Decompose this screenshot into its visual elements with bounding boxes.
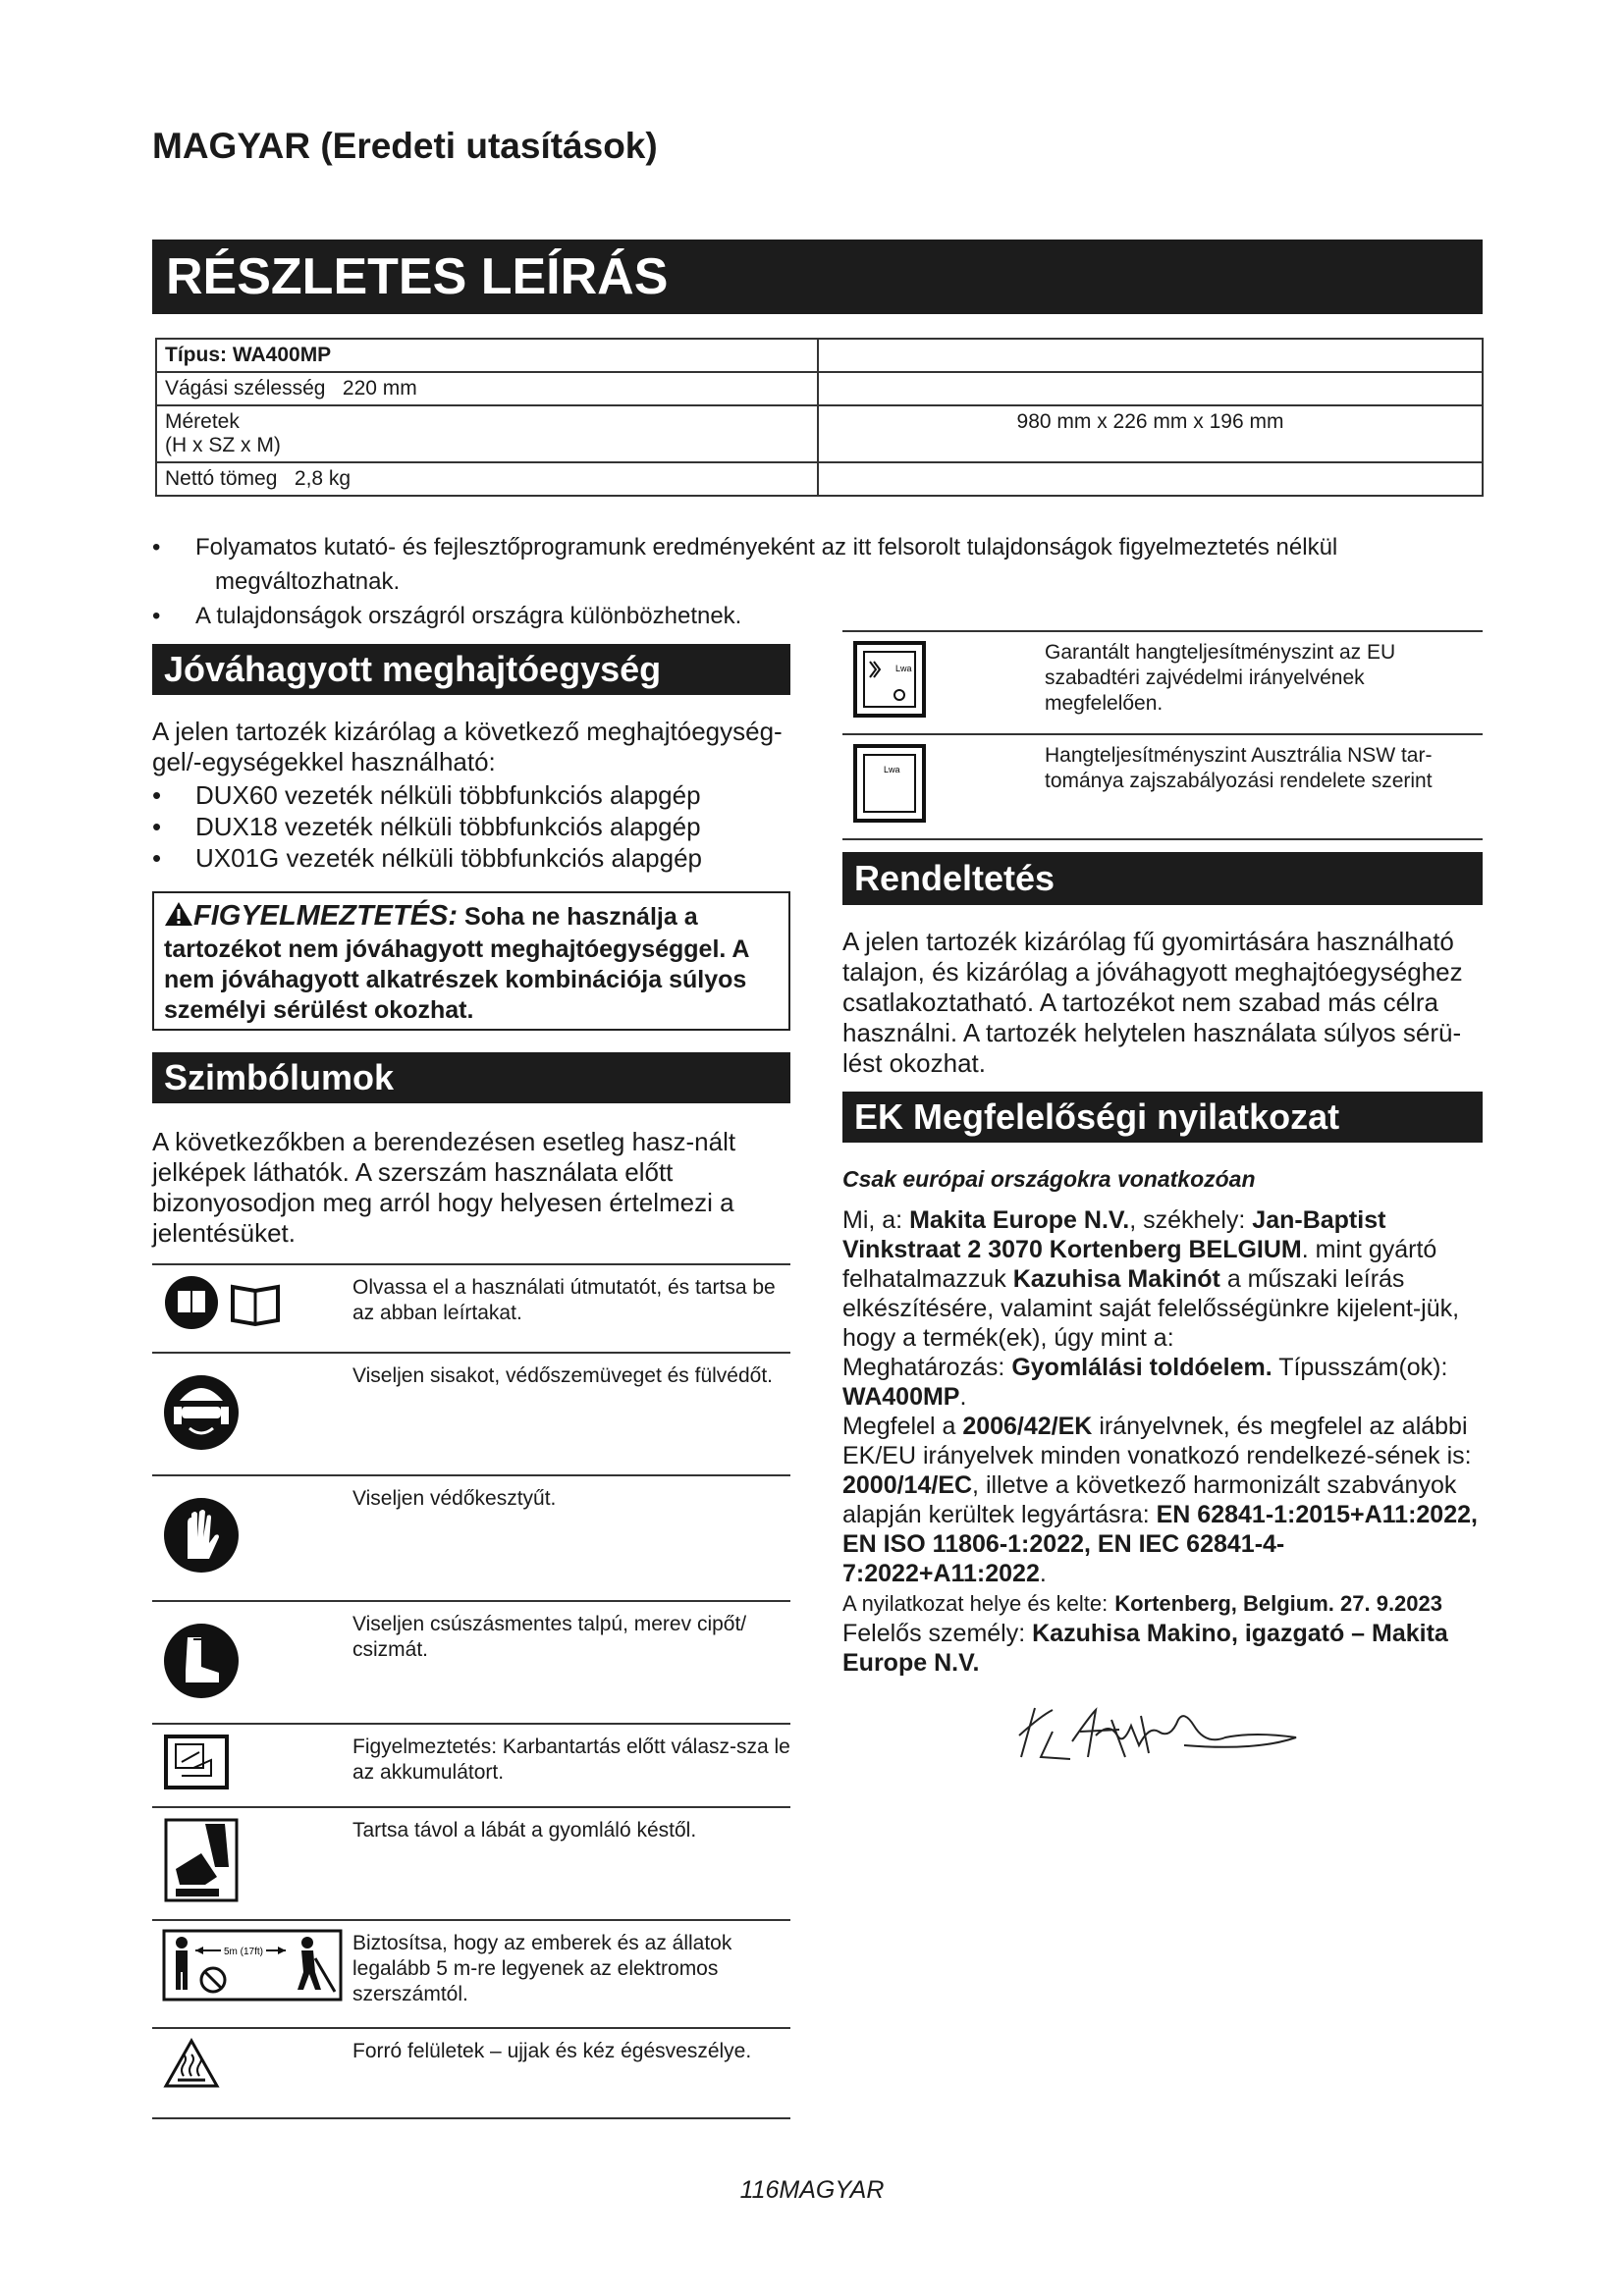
specifications-table <box>155 338 1484 497</box>
warning-text: Soha ne használja a tartozékot nem jóváhagyott meghajtóegységgel. A nem jóváhagyott alkatrészek kombinációja súlyos személyi sérülést okozhat. <box>164 903 749 1025</box>
keep-distance-icon <box>152 1920 352 2028</box>
symbol-text: Biztosítsa, hogy az emberek és az állatok legalább 5 m-re legyenek az elektromos szerszámtól. <box>352 1920 790 2028</box>
responsible-person: Kazuhisa Makino, igazgató – Makita Europe N.V. <box>842 1620 1448 1677</box>
company-name: Makita Europe N.V. <box>909 1206 1130 1234</box>
symbol-text: Tartsa távol a lábát a gyomláló késtől. <box>352 1807 790 1920</box>
warning-triangle-icon <box>164 901 193 934</box>
approved-intro: A jelen tartozék kizárólag a következő meghajtóegység-gel/-egységekkel használható: <box>152 717 783 776</box>
symbol-text: Forró felületek – ujjak és kéz égésveszélye. <box>352 2028 790 2118</box>
noise-text: Hangteljesítményszint Ausztrália NSW tar-tománya zajszabályozási rendelete szerint <box>1045 734 1483 839</box>
symbol-text: Figyelmeztetés: Karbantartás előtt válasz-sza le az akkumulátort. <box>352 1724 790 1807</box>
symbols-table <box>152 1263 790 2119</box>
symbol-text: Viseljen védőkesztyűt. <box>352 1475 790 1601</box>
symbols-title: Szimbólumok <box>152 1052 790 1103</box>
list-item: • UX01G vezeték nélküli többfunkciós alapgép <box>152 842 800 874</box>
declaration-place-date: Kortenberg, Belgium. 27. 9.2023 <box>1114 1591 1442 1616</box>
authorized-person: Kazuhisa Makinót <box>1012 1265 1220 1293</box>
spec-note: • Folyamatos kutató- és fejlesztőprogramunk eredményeként az itt felsorolt tulajdonságok figyelmeztetés nélkül megváltozhatnak. <box>152 530 1488 599</box>
distance-label: 5m (17ft) <box>223 1947 264 1957</box>
read-manual-icon <box>152 1264 352 1353</box>
noise-symbols-table <box>842 630 1483 840</box>
page-number: 116MAGYAR <box>739 2176 885 2204</box>
keep-feet-away-icon <box>152 1807 352 1920</box>
warning-label: FIGYELMEZTETÉS: <box>193 900 459 932</box>
approved-unit-list <box>152 779 800 874</box>
hot-surface-icon <box>152 2028 352 2118</box>
symbol-text: Olvassa el a használati útmutatót, és tartsa be az abban leírtakat. <box>352 1264 790 1353</box>
list-item: • DUX18 vezeték nélküli többfunkciós alapgép <box>152 811 800 842</box>
company-address: Jan-Baptist Vinkstraat 2 3070 Kortenberg BELGIUM <box>842 1206 1386 1263</box>
dimensions-label: Méretek (H x SZ x M) <box>156 405 818 462</box>
type-label: Típus: WA400MP <box>156 339 818 372</box>
signature <box>1001 1696 1316 1780</box>
noise-text: Garantált hangteljesítményszint az EU szabadtéri zajvédelmi irányelvének megfelelően. <box>1045 631 1483 734</box>
lwa-label: Lwa <box>895 664 912 673</box>
specifications-banner: RÉSZLETES LEÍRÁS <box>152 240 1483 314</box>
intended-use-text: A jelen tartozék kizárólag fű gyomirtására használható talajon, és kizárólag a jóváhagyott meghajtóegységhez csatlakoztatható. A tartozékot nem szabad más célra használni. A tartozék helytelen használata súlyos sérü-lést okozhat. <box>842 927 1463 1078</box>
gloves-icon <box>152 1475 352 1601</box>
dimensions-value: 980 mm x 226 mm x 196 mm <box>818 405 1483 462</box>
spec-note: • A tulajdonságok országról országra különbözhetnek. <box>152 599 1488 633</box>
lwa-label: Lwa <box>884 765 900 774</box>
approved-unit-title: Jóváhagyott meghajtóegység <box>152 644 790 695</box>
language-title: MAGYAR (Eredeti utasítások) <box>152 126 658 166</box>
ec-declaration-body: Mi, a: Makita Europe N.V., székhely: Jan-Baptist Vinkstraat 2 3070 Kortenberg BELGIUM. mint gyártó felhatalmazzuk Kazuhisa Makinót a műszaki leírás elkészítésére, valamint saját felelősségünkre kijelent-jük, hogy a termék(ek), úgy mint a: Meghatározás: Gyomlálási toldóelem. Típusszám(ok): WA400MP. Megfelel a 2006/42/EK irányelvnek, és megfelel az alábbi EK/EU irányelvek minden vonatkozó rendelkezé-sének is: 2000/14/EC, illetve a következő harmonizált szabványok alapján kerültek legyártásra: EN 62841-1:2015+A11:2022, EN ISO 11806-1:2022, EN IEC 62841-4-7:2022+A11:2022. A nyilatkozat helye és kelte: Kortenberg, Belgium. 27. 9.2023 Felelős személy: Kazuhisa Makino, igazgató – Makita Europe N.V. <box>842 1206 1478 1677</box>
sound-power-level-icon <box>842 734 1045 839</box>
intended-use-title: Rendeltetés <box>842 852 1483 905</box>
safety-boots-icon <box>152 1601 352 1724</box>
ec-declaration-subtitle: Csak európai országokra vonatkozóan <box>842 1166 1256 1192</box>
symbols-intro: A következőkben a berendezésen esetleg hasz-nált jelképek láthatók. A szerszám használata előtt bizonyosodjon meg arról hogy helyesen értelmezi a jelentésüket. <box>152 1127 736 1248</box>
ec-declaration-title: EK Megfelelőségi nyilatkozat <box>842 1092 1483 1143</box>
directive-2: 2000/14/EC <box>842 1471 973 1499</box>
list-item: • DUX60 vezeték nélküli többfunkciós alapgép <box>152 779 800 811</box>
directive: 2006/42/EK <box>962 1413 1093 1440</box>
helmet-goggles-earmuffs-icon <box>152 1353 352 1475</box>
designation: Gyomlálási toldóelem. <box>1011 1354 1272 1381</box>
spec-notes <box>152 530 1488 633</box>
warning-box <box>152 891 790 1031</box>
remove-battery-icon <box>152 1724 352 1807</box>
model-number: WA400MP <box>842 1383 960 1411</box>
symbol-text: Viseljen sisakot, védőszemüveget és fülvédőt. <box>352 1353 790 1475</box>
standards: EN 62841-1:2015+A11:2022, EN ISO 11806-1:2022, EN IEC 62841-4-7:2022+A11:2022 <box>842 1501 1478 1587</box>
cutting-width: Vágási szélesség 220 mm <box>156 372 818 405</box>
net-weight: Nettó tömeg 2,8 kg <box>156 462 818 496</box>
guaranteed-sound-power-icon <box>842 631 1045 734</box>
symbol-text: Viseljen csúszásmentes talpú, merev cipőt/ csizmát. <box>352 1601 790 1724</box>
